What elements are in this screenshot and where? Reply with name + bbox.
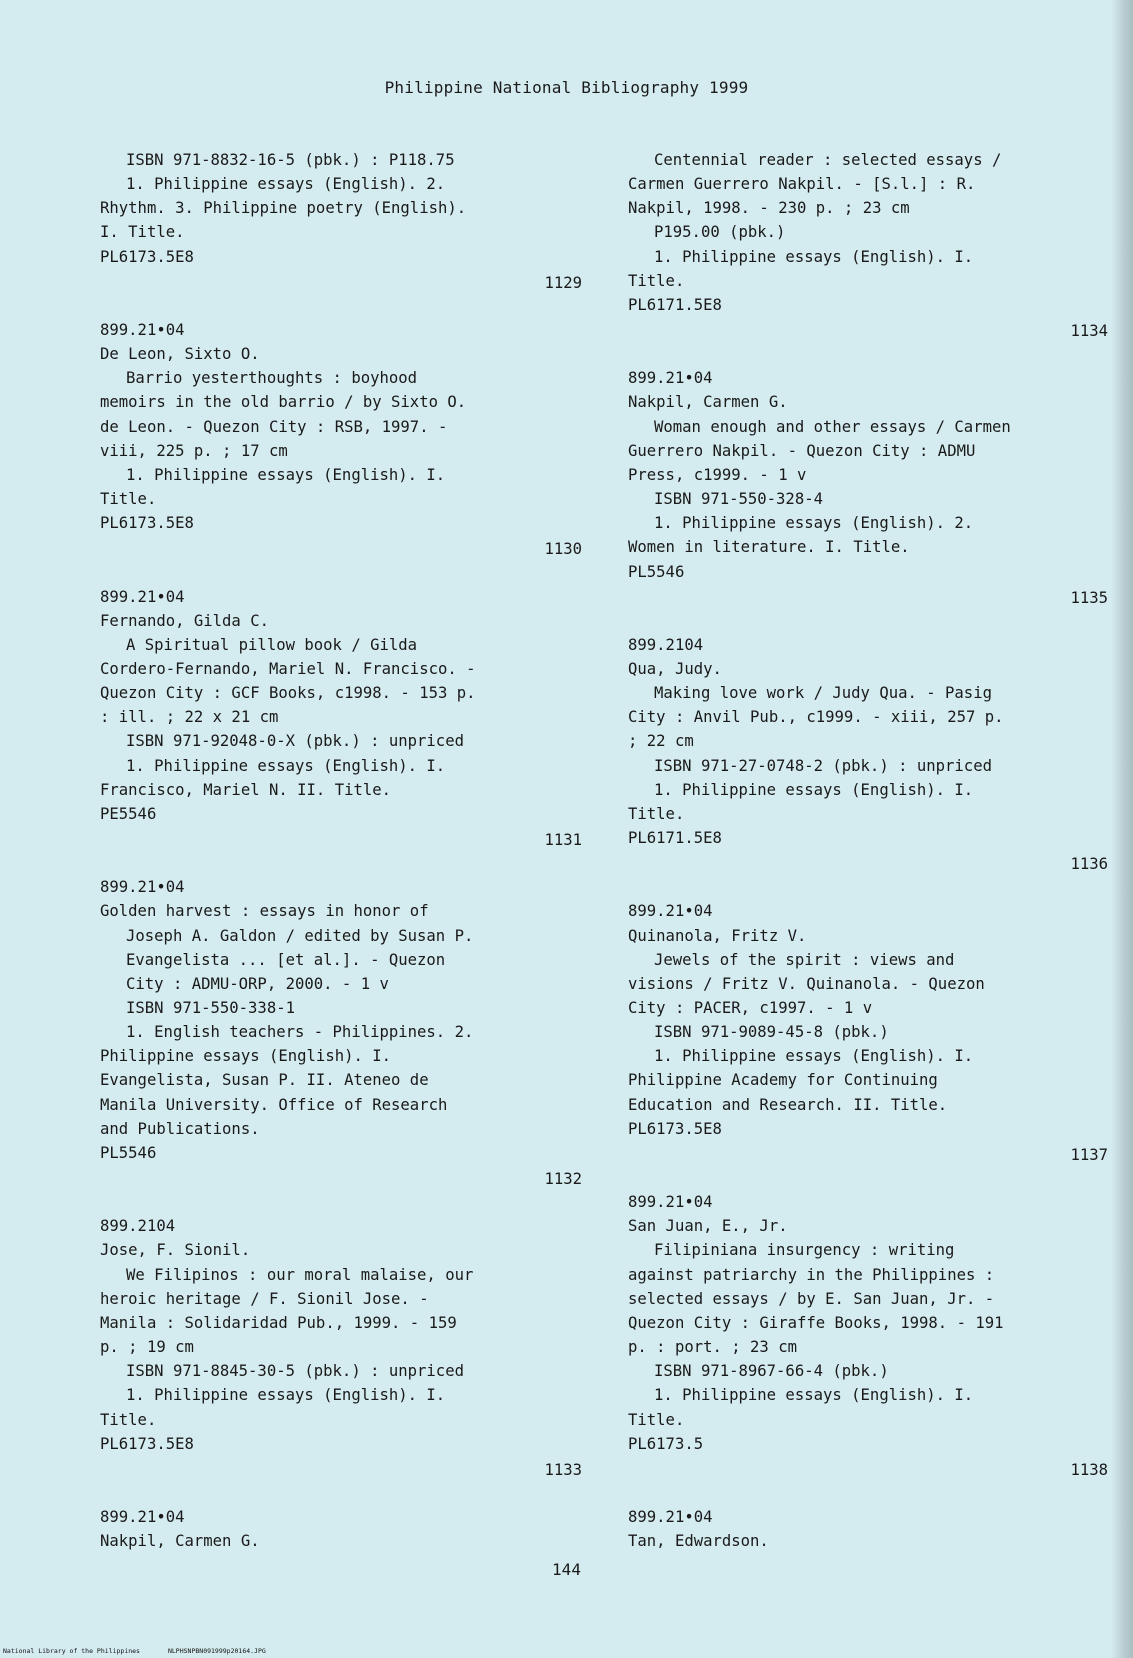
entry-line: p. : port. ; 23 cm — [628, 1338, 797, 1357]
entry-line: City : ADMU-ORP, 2000. - 1 v — [126, 974, 389, 993]
entry-line: Jose, F. Sionil. — [100, 1241, 251, 1260]
entry-line: ISBN 971-550-338-1 — [126, 999, 295, 1017]
entry-line: ISBN 971-9089-45-8 (pbk.) — [654, 1023, 889, 1042]
entry-line: Filipiniana insurgency : writing — [654, 1241, 955, 1260]
bibliography-entry — [628, 633, 1108, 877]
entry-line: PE5546 — [100, 804, 157, 823]
entry-line: Fernando, Gilda C. — [100, 611, 269, 630]
entry-line: PL5546 — [100, 1143, 157, 1162]
entry-line: 1. Philippine essays (English). I. — [126, 1386, 446, 1405]
entry-number: 1135 — [1070, 588, 1108, 607]
entry-line: 1. Philippine essays (English). 2. — [654, 514, 974, 533]
bibliography-entry — [100, 318, 600, 562]
entry-line: De Leon, Sixto O. — [100, 345, 260, 364]
entry-line: 899.2104 — [100, 1217, 176, 1236]
entry-number: 1136 — [1070, 855, 1108, 874]
entry-line: 899.21•04 — [628, 1507, 713, 1526]
entry-line: 899.21•04 — [100, 587, 185, 606]
entry-line: de Leon. - Quezon City : RSB, 1997. - — [100, 417, 448, 436]
entry-line: Women in literature. I. Title. — [628, 538, 910, 557]
entry-line: Woman enough and other essays / Carmen — [654, 417, 1011, 436]
entry-line: Press, c1999. - 1 v — [628, 465, 807, 484]
entry-line: PL6171.5E8 — [628, 829, 722, 848]
entry-line: Education and Research. II. Title. — [628, 1095, 948, 1114]
entry-line: Philippine essays (English). I. — [100, 1047, 392, 1066]
entry-line: A Spiritual pillow book / Gilda — [126, 635, 418, 654]
scan-footer — [3, 1647, 266, 1655]
entry-line: Nakpil, Carmen G. — [628, 393, 788, 412]
entry-line: Rhythm. 3. Philippine poetry (English). — [100, 199, 467, 218]
bibliography-entry — [628, 1190, 1108, 1482]
page-header: Philippine National Bibliography 1999 — [384, 78, 749, 97]
entry-line: ISBN 971-550-328-4 — [654, 490, 823, 509]
entry-line: I. Title. — [100, 223, 185, 242]
bibliography-entry — [100, 585, 600, 853]
entry-line: heroic heritage / F. Sionil Jose. - — [100, 1289, 429, 1308]
entry-line: Evangelista, Susan P. II. Ateneo de — [100, 1071, 429, 1090]
entry-line: PL6173.5 — [628, 1434, 704, 1453]
entry-line: 899.21•04 — [100, 878, 185, 897]
entry-line: Philippine Academy for Continuing — [628, 1071, 938, 1090]
entry-line: Carmen Guerrero Nakpil. - [S.l.] : R. — [628, 175, 976, 194]
entry-line: 1. Philippine essays (English). I. — [126, 465, 446, 484]
entry-line: ISBN 971-8967-66-4 (pbk.) — [654, 1362, 889, 1381]
entry-line: and Publications. — [100, 1119, 260, 1138]
entry-line: 1. Philippine essays (English). I. — [654, 247, 974, 266]
entry-line: City : PACER, c1997. - 1 v — [628, 999, 873, 1017]
entry-line: Title. — [628, 804, 685, 823]
entry-line: ; 22 cm — [628, 732, 694, 751]
entry-line: ISBN 971-8845-30-5 (pbk.) : unpriced — [126, 1362, 464, 1381]
entry-line: PL5546 — [628, 562, 685, 581]
entry-line: ISBN 971-8832-16-5 (pbk.) : P118.75 — [126, 151, 455, 169]
bibliography-entry — [100, 148, 600, 295]
entry-line: Golden harvest : essays in honor of — [100, 902, 429, 921]
entry-line: Nakpil, 1998. - 230 p. ; 23 cm — [628, 199, 910, 218]
left-column — [100, 148, 600, 1576]
entry-line: Title. — [628, 1410, 685, 1429]
entry-line: P195.00 (pbk.) — [654, 223, 786, 242]
bibliography-entry — [100, 1505, 600, 1553]
page-edge-shadow — [1111, 0, 1133, 1658]
bibliography-entry — [100, 875, 600, 1191]
entry-line: Nakpil, Carmen G. — [100, 1532, 260, 1551]
entry-line: 899.21•04 — [628, 1193, 713, 1212]
entry-number: 1138 — [1070, 1460, 1108, 1479]
entry-number: 1130 — [544, 540, 582, 559]
entry-line: 1. Philippine essays (English). 2. — [126, 175, 446, 194]
entry-line: 1. Philippine essays (English). I. — [654, 1047, 974, 1066]
entry-line: Barrio yesterthoughts : boyhood — [126, 369, 418, 388]
entry-line: PL6173.5E8 — [100, 1434, 194, 1453]
entry-line: Title. — [100, 490, 157, 509]
entry-line: Manila University. Office of Research — [100, 1095, 448, 1114]
entry-line: 899.21•04 — [100, 320, 185, 339]
entry-line: 1. Philippine essays (English). I. — [126, 756, 446, 775]
entry-line: : ill. ; 22 x 21 cm — [100, 708, 279, 727]
entry-line: Joseph A. Galdon / edited by Susan P. — [126, 926, 474, 945]
entry-line: PL6173.5E8 — [628, 1119, 722, 1138]
entry-number: 1131 — [544, 831, 582, 850]
footer-library: National Library of the Philippines — [3, 1647, 140, 1655]
entry-line: Quinanola, Fritz V. — [628, 926, 807, 945]
entry-line: PL6173.5E8 — [100, 247, 194, 266]
entry-line: Manila : Solidaridad Pub., 1999. - 159 — [100, 1313, 457, 1332]
entry-line: visions / Fritz V. Quinanola. - Quezon — [628, 974, 985, 993]
entry-line: Tan, Edwardson. — [628, 1532, 769, 1551]
entry-line: Centennial reader : selected essays / — [654, 151, 1002, 169]
entry-line: Evangelista ... [et al.]. - Quezon — [126, 950, 446, 969]
entry-number: 1132 — [544, 1170, 582, 1189]
bibliography-entry — [628, 366, 1108, 610]
bibliography-entry — [100, 1214, 600, 1482]
entry-line: 899.21•04 — [628, 902, 713, 921]
entry-line: Title. — [100, 1410, 157, 1429]
entry-line: Qua, Judy. — [628, 659, 722, 678]
entry-line: 899.21•04 — [628, 369, 713, 388]
entry-line: p. ; 19 cm — [100, 1338, 194, 1357]
entry-line: selected essays / by E. San Juan, Jr. - — [628, 1289, 995, 1308]
entry-line: We Filipinos : our moral malaise, our — [126, 1265, 474, 1284]
entry-line: Cordero-Fernando, Mariel N. Francisco. - — [100, 659, 476, 678]
entry-line: memoirs in the old barrio / by Sixto O. — [100, 393, 467, 412]
entry-number: 1137 — [1070, 1145, 1108, 1164]
entry-line: 899.2104 — [628, 635, 704, 654]
entry-line: PL6173.5E8 — [100, 514, 194, 533]
entry-line: 1. Philippine essays (English). I. — [654, 780, 974, 799]
bibliography-entry — [628, 1505, 1108, 1553]
right-column — [628, 148, 1108, 1576]
entry-line: Making love work / Judy Qua. - Pasig — [654, 684, 992, 703]
footer-file: NLPHSNPBN091999p20164.JPG — [167, 1647, 266, 1655]
entry-line: ISBN 971-92048-0-X (pbk.) : unpriced — [126, 732, 464, 751]
entry-line: San Juan, E., Jr. — [628, 1217, 788, 1236]
bibliography-entry — [628, 899, 1108, 1167]
bibliography-entry — [628, 148, 1108, 343]
entry-line: 899.21•04 — [100, 1507, 185, 1526]
entry-line: Quezon City : Giraffe Books, 1998. - 191 — [628, 1313, 1004, 1332]
entry-line: against patriarchy in the Philippines : — [628, 1265, 995, 1284]
entry-line: City : Anvil Pub., c1999. - xiii, 257 p. — [628, 708, 1004, 727]
entry-line: Francisco, Mariel N. II. Title. — [100, 780, 392, 799]
entry-line: PL6171.5E8 — [628, 295, 722, 314]
entry-line: Guerrero Nakpil. - Quezon City : ADMU — [628, 441, 976, 460]
entry-number: 1133 — [544, 1460, 582, 1479]
entry-line: 1. English teachers - Philippines. 2. — [126, 1023, 474, 1042]
entry-number: 1129 — [544, 273, 582, 292]
entry-line: Jewels of the spirit : views and — [654, 950, 955, 969]
entry-line: Title. — [628, 271, 685, 290]
entry-line: viii, 225 p. ; 17 cm — [100, 441, 288, 460]
entry-line: Quezon City : GCF Books, c1998. - 153 p. — [100, 684, 476, 703]
entry-line: 1. Philippine essays (English). I. — [654, 1386, 974, 1405]
entry-number: 1134 — [1070, 322, 1108, 341]
page-number: 144 — [552, 1560, 581, 1579]
entry-line: ISBN 971-27-0748-2 (pbk.) : unpriced — [654, 756, 992, 775]
